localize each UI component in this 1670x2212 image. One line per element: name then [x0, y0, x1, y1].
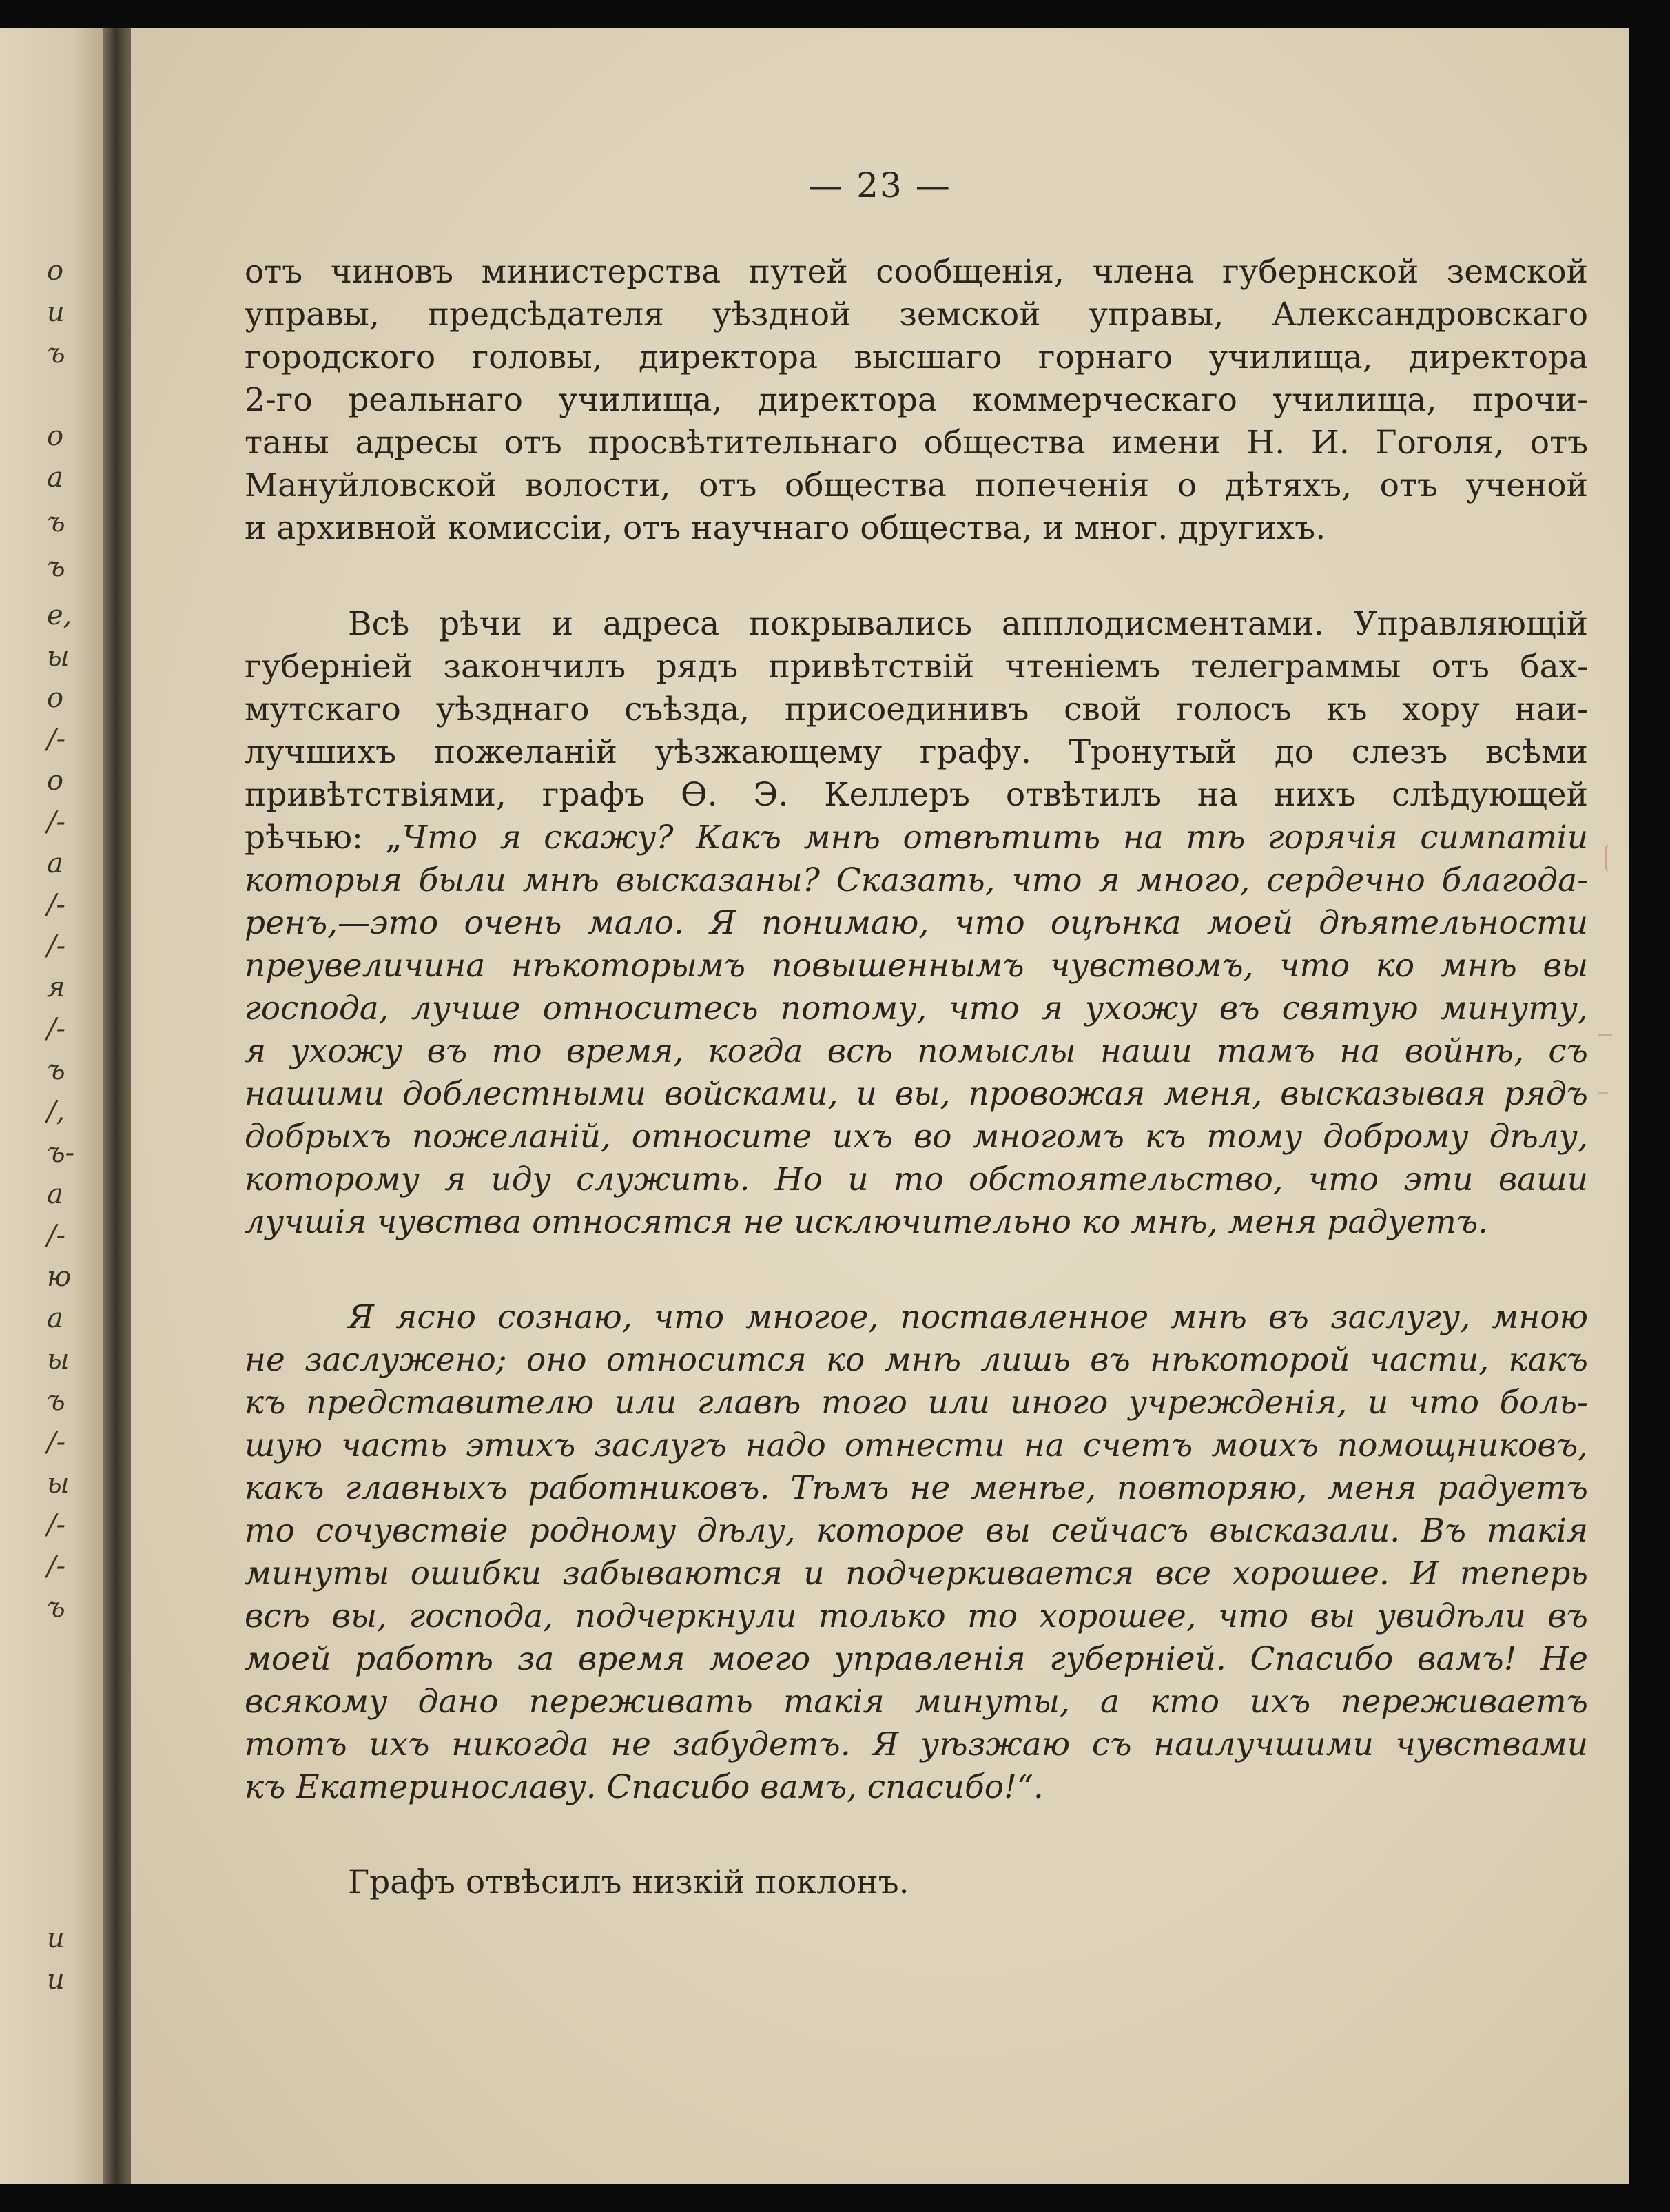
speech-line: я ухожу въ то время, когда всѣ помыслы наши тамъ на войнѣ, съ — [245, 1032, 1588, 1070]
previous-page-fragment: ъ — [47, 1592, 65, 1624]
previous-page-fragment: /, — [47, 1096, 65, 1127]
speech-line: не заслужено; оно относится ко мнѣ лишь въ нѣкоторой части, какъ — [245, 1341, 1588, 1379]
speech-line: ренъ,—это очень мало. Я понимаю, что оцѣнка моей дѣятельности — [245, 904, 1588, 942]
previous-page-fragment: /- — [47, 1550, 65, 1582]
paragraph1-line: городского головы, директора высшаго горнаго училища, директора — [245, 338, 1588, 376]
speech-line: всѣ вы, господа, подчеркнули только то хорошее, что вы увидѣли въ — [245, 1597, 1588, 1635]
pencil-mark — [1605, 844, 1616, 872]
pencil-mark — [1598, 1092, 1608, 1094]
speech-line: моей работѣ за время моего управленія губерніей. Спасибо вамъ! Не — [245, 1640, 1588, 1678]
speech-line: къ Екатеринославу. Спасибо вамъ, спасибо!“. — [245, 1768, 1044, 1806]
speech-line: которому я иду служить. Но и то обстоятельство, что эти ваши — [245, 1160, 1588, 1198]
previous-page-fragment: /- — [47, 889, 65, 921]
speech-line: тотъ ихъ никогда не забудетъ. Я уѣзжаю съ наилучшими чувствами — [245, 1725, 1588, 1763]
scan-border-bottom — [0, 2184, 1670, 2212]
previous-page-fragment: и — [47, 296, 65, 328]
previous-page-fragment: /- — [47, 930, 65, 962]
paragraph2-line: мутскаго уѣзднаго съѣзда, присоединивъ свой голосъ къ хору наи- — [245, 690, 1588, 728]
speech-line: которыя были мнѣ высказаны? Сказать, что я много, сердечно благода- — [245, 861, 1588, 899]
speech-line: преувеличина нѣкоторымъ повышеннымъ чувствомъ, что ко мнѣ вы — [245, 947, 1588, 985]
previous-page-fragment: а — [47, 462, 63, 493]
book-gutter — [103, 28, 131, 2184]
previous-page-fragment: ы — [47, 1344, 70, 1375]
previous-page-fragment: ъ — [47, 506, 65, 538]
speech-italic-start: Что я скажу? Какъ мнѣ отвѣтить на тѣ горячія симпатіи — [402, 819, 1588, 857]
paragraph1-line: Мануйловской волости, отъ общества попеченія о дѣтяхъ, отъ ученой — [245, 467, 1588, 504]
previous-page-fragment: /- — [47, 1426, 65, 1458]
previous-page-fragment: я — [47, 972, 65, 1003]
previous-page-fragment: е, — [47, 600, 72, 631]
paragraph1-line: отъ чиновъ министерства путей сообщенія, члена губернской земской — [245, 253, 1588, 291]
paragraph1-line: таны адресы отъ просвѣтительнаго общества имени Н. И. Гоголя, отъ — [245, 424, 1588, 462]
previous-page-edge — [0, 28, 103, 2184]
closing-line: Графъ отвѣсилъ низкій поклонъ. — [348, 1863, 909, 1901]
previous-page-fragment: /- — [47, 1220, 65, 1251]
scan-border-right — [1629, 0, 1670, 2212]
speech-line: какъ главныхъ работниковъ. Тѣмъ не менѣе, повторяю, меня радуетъ — [245, 1469, 1588, 1507]
previous-page-fragment: /- — [47, 724, 65, 755]
previous-page-fragment: /- — [47, 806, 65, 838]
previous-page-fragment: ъ — [47, 551, 65, 583]
previous-page-fragment: ъ — [47, 1385, 65, 1417]
previous-page-fragment: и — [47, 1964, 65, 1996]
previous-page-fragment: о — [47, 255, 64, 287]
paragraph2-line-speech-start — [245, 817, 1588, 859]
speech-intro: рѣчью: „ — [245, 819, 402, 857]
page-number: — 23 — — [808, 165, 951, 205]
speech-line: Я ясно сознаю, что многое, поставленное мнѣ въ заслугу, мною — [348, 1298, 1588, 1336]
speech-line: всякому дано переживать такія минуты, а кто ихъ переживаетъ — [245, 1683, 1588, 1721]
previous-page-fragment: ы — [47, 641, 70, 673]
speech-line: лучшія чувства относятся не исключительно ко мнѣ, меня радуетъ. — [245, 1203, 1489, 1241]
previous-page-fragment: ю — [47, 1261, 72, 1293]
speech-line: добрыхъ пожеланій, относите ихъ во многомъ къ тому доброму дѣлу, — [245, 1118, 1588, 1156]
paragraph2-line: губерніей закончилъ рядъ привѣтствій чтеніемъ телеграммы отъ бах- — [245, 648, 1588, 686]
paragraph1-line: управы, предсѣдателя уѣздной земской управы, Александровскаго — [245, 296, 1588, 334]
speech-line: нашими доблестными войсками, и вы, провожая меня, высказывая рядъ — [245, 1075, 1588, 1113]
previous-page-fragment: о — [47, 765, 64, 797]
previous-page-fragment: /- — [47, 1509, 65, 1541]
paragraph1-line: 2-го реальнаго училища, директора коммерческаго училища, прочи- — [245, 381, 1588, 419]
page-23 — [131, 28, 1629, 2184]
paragraph2-line: лучшихъ пожеланій уѣзжающему графу. Тронутый до слезъ всѣми — [245, 733, 1588, 771]
speech-line: шую часть этихъ заслугъ надо отнести на счетъ моихъ помощниковъ, — [245, 1426, 1588, 1464]
previous-page-fragment: о — [47, 420, 64, 452]
pencil-mark — [1598, 1034, 1612, 1036]
paragraph2-line: Всѣ рѣчи и адреса покрывались апплодисментами. Управляющій — [348, 605, 1588, 643]
speech-line: къ представителю или главѣ того или иного учрежденія, и что боль- — [245, 1384, 1588, 1422]
speech-line: господа, лучше относитесь потому, что я ухожу въ святую минуту, — [245, 990, 1588, 1027]
previous-page-fragment: /- — [47, 1013, 65, 1045]
previous-page-fragment: ъ — [47, 1054, 65, 1086]
previous-page-fragment: ъ — [47, 338, 65, 369]
previous-page-fragment: ы — [47, 1468, 70, 1499]
previous-page-fragment: а — [47, 848, 63, 879]
previous-page-fragment: а — [47, 1178, 63, 1210]
previous-page-fragment: и — [47, 1923, 65, 1954]
paragraph2-line: привѣтствіями, графъ Ѳ. Э. Келлеръ отвѣтилъ на нихъ слѣдующей — [245, 776, 1588, 814]
speech-line: минуты ошибки забываются и подчеркивается все хорошее. И теперь — [245, 1555, 1588, 1593]
paragraph1-line: и архивной комиссіи, отъ научнаго общества, и мног. другихъ. — [245, 509, 1326, 547]
previous-page-fragment: ъ- — [47, 1137, 75, 1169]
previous-page-fragment: а — [47, 1302, 63, 1334]
previous-page-fragment: о — [47, 682, 64, 714]
speech-line: то сочувствіе родному дѣлу, которое вы сейчасъ высказали. Въ такія — [245, 1512, 1588, 1550]
scan-border-top — [0, 0, 1670, 28]
